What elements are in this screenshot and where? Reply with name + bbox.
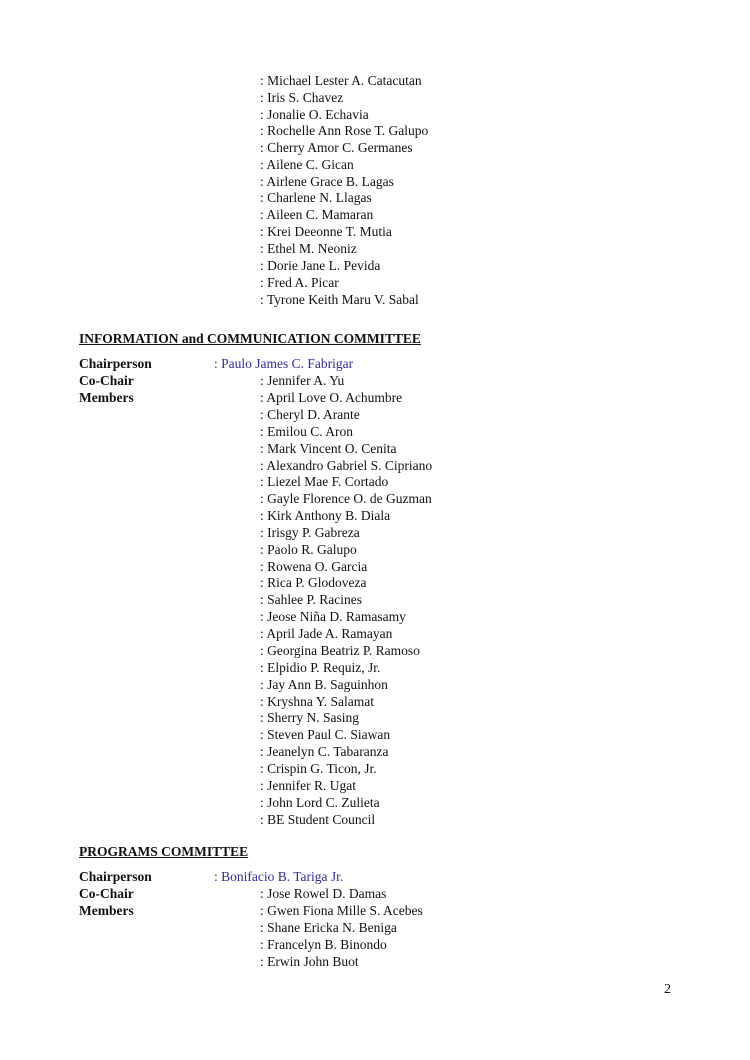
list-item: : Elpidio P. Requiz, Jr. bbox=[260, 660, 381, 675]
list-item: : Jeanelyn C. Tabaranza bbox=[260, 744, 389, 759]
members-label: Members bbox=[79, 903, 134, 918]
list-item: : Shane Ericka N. Beniga bbox=[260, 920, 397, 935]
co-chair-label: Co-Chair bbox=[79, 373, 134, 388]
list-item: : Sherry N. Sasing bbox=[260, 710, 359, 725]
list-item: : Georgina Beatriz P. Ramoso bbox=[260, 643, 420, 658]
list-item: : Kirk Anthony B. Diala bbox=[260, 508, 391, 523]
list-item: : Charlene N. Llagas bbox=[260, 190, 372, 205]
list-item: : Dorie Jane L. Pevida bbox=[260, 258, 381, 273]
list-item: : Cherry Amor C. Germanes bbox=[260, 140, 413, 155]
list-item: : BE Student Council bbox=[260, 812, 376, 827]
list-item: : Rowena O. Garcia bbox=[260, 559, 368, 574]
list-item: : Jennifer A. Yu bbox=[260, 373, 345, 388]
list-item: : Tyrone Keith Maru V. Sabal bbox=[260, 292, 419, 307]
list-item: : Fred A. Picar bbox=[260, 275, 339, 290]
list-item: : Mark Vincent O. Cenita bbox=[260, 441, 397, 456]
chairperson-label: Chairperson bbox=[79, 869, 152, 884]
list-item: : Emilou C. Aron bbox=[260, 424, 354, 439]
members-label: Members bbox=[79, 390, 134, 405]
list-item: : Cheryl D. Arante bbox=[260, 407, 360, 422]
list-item: : Paolo R. Galupo bbox=[260, 542, 357, 557]
chairperson-name: : Paulo James C. Fabrigar bbox=[214, 356, 354, 371]
list-item: : Iris S. Chavez bbox=[260, 90, 344, 105]
list-item: : John Lord C. Zulieta bbox=[260, 795, 380, 810]
list-item: : Rica P. Glodoveza bbox=[260, 575, 367, 590]
list-item: : Alexandro Gabriel S. Cipriano bbox=[260, 458, 433, 473]
list-item: : Michael Lester A. Catacutan bbox=[260, 73, 422, 88]
list-item: : Francelyn B. Binondo bbox=[260, 937, 387, 952]
list-item: : Gayle Florence O. de Guzman bbox=[260, 491, 432, 506]
list-item: : Crispin G. Ticon, Jr. bbox=[260, 761, 377, 776]
info-committee-heading: INFORMATION and COMMUNICATION COMMITTEE bbox=[79, 331, 421, 346]
list-item: : Jeose Niña D. Ramasamy bbox=[260, 609, 406, 624]
list-item: : Steven Paul C. Siawan bbox=[260, 727, 391, 742]
list-item: : Kryshna Y. Salamat bbox=[260, 694, 374, 709]
list-item: : Jose Rowel D. Damas bbox=[260, 886, 387, 901]
programs-committee-heading: PROGRAMS COMMITTEE bbox=[79, 844, 249, 859]
list-item: : Ailene C. Gican bbox=[260, 157, 354, 172]
list-item: : Rochelle Ann Rose T. Galupo bbox=[260, 123, 429, 138]
list-item: : Jay Ann B. Saguinhon bbox=[260, 677, 388, 692]
list-item: : Gwen Fiona Mille S. Acebes bbox=[260, 903, 423, 918]
chairperson-label: Chairperson bbox=[79, 356, 152, 371]
list-item: : April Love O. Achumbre bbox=[260, 390, 403, 405]
list-item: : April Jade A. Ramayan bbox=[260, 626, 393, 641]
list-item: : Sahlee P. Racines bbox=[260, 592, 362, 607]
list-item: : Krei Deeonne T. Mutia bbox=[260, 224, 392, 239]
list-item: : Aileen C. Mamaran bbox=[260, 207, 374, 222]
list-item: : Ethel M. Neoniz bbox=[260, 241, 357, 256]
page-number: 2 bbox=[664, 982, 671, 997]
chairperson-name: : Bonifacio B. Tariga Jr. bbox=[214, 869, 344, 884]
list-item: : Jennifer R. Ugat bbox=[260, 778, 356, 793]
list-item: : Airlene Grace B. Lagas bbox=[260, 174, 394, 189]
list-item: : Liezel Mae F. Cortado bbox=[260, 474, 389, 489]
list-item: : Jonalie O. Echavia bbox=[260, 107, 369, 122]
co-chair-label: Co-Chair bbox=[79, 886, 134, 901]
list-item: : Irisgy P. Gabreza bbox=[260, 525, 360, 540]
list-item: : Erwin John Buot bbox=[260, 954, 359, 969]
